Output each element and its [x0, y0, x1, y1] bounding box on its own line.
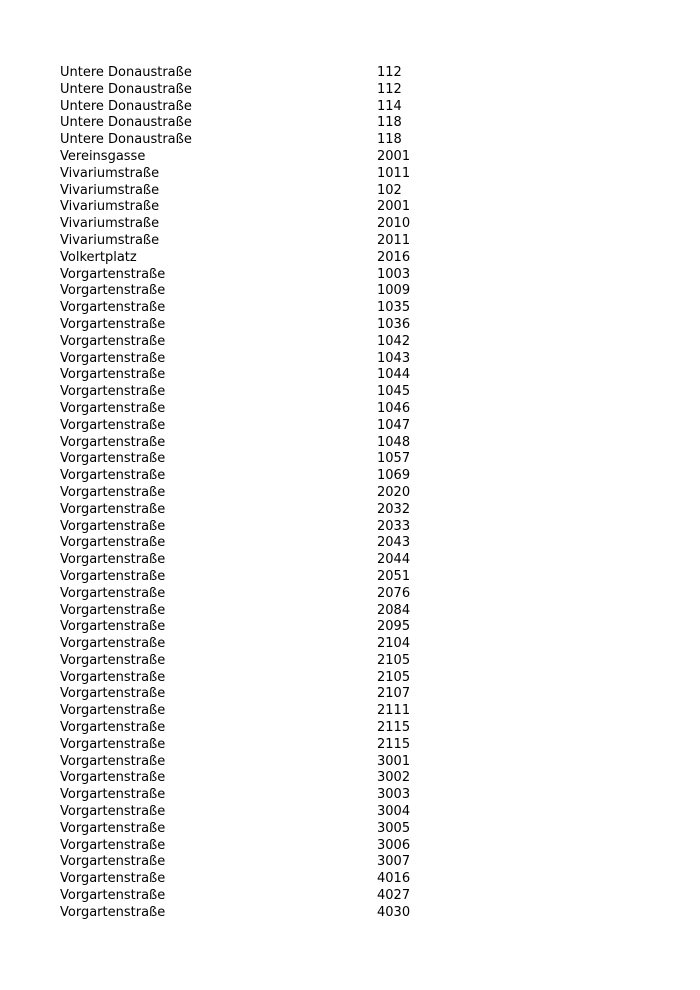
house-number-cell: 112 [377, 65, 402, 80]
table-row [60, 821, 460, 838]
street-name-cell: Vorgartenstraße [60, 703, 166, 719]
street-name-cell: Volkertplatz [60, 249, 137, 265]
street-name-cell: Vivariumstraße [60, 199, 160, 215]
house-number-cell: 1042 [377, 333, 411, 349]
street-name-cell: Vorgartenstraße [60, 350, 166, 366]
table-row [60, 502, 460, 519]
house-number-cell: 1045 [377, 384, 411, 400]
house-number-cell: 2076 [377, 585, 411, 601]
table-row [60, 99, 460, 116]
street-name-cell: Vorgartenstraße [60, 871, 166, 887]
street-name-cell: Vorgartenstraße [60, 535, 166, 551]
house-number-cell: 2033 [377, 518, 411, 534]
house-number-cell: 2011 [377, 232, 411, 248]
house-number-cell: 118 [377, 132, 402, 148]
table-row [60, 586, 460, 603]
street-name-cell: Vorgartenstraße [60, 417, 166, 433]
house-number-cell: 2105 [377, 652, 411, 668]
house-number-cell: 1057 [377, 451, 411, 467]
street-name-cell: Vorgartenstraße [60, 451, 166, 467]
house-number-cell: 114 [377, 98, 402, 114]
table-row [60, 871, 460, 888]
table-row [60, 854, 460, 871]
street-name-cell: Vorgartenstraße [60, 568, 166, 584]
house-number-cell: 4016 [377, 871, 411, 887]
table-row [60, 888, 460, 905]
table-row [60, 451, 460, 468]
house-number-cell: 3002 [377, 770, 411, 786]
street-name-cell: Vorgartenstraße [60, 602, 166, 618]
street-name-cell: Vorgartenstraße [60, 854, 166, 870]
street-name-cell: Untere Donaustraße [60, 81, 192, 97]
street-name-cell: Untere Donaustraße [60, 65, 192, 80]
table-row [60, 132, 460, 149]
table-row [60, 149, 460, 166]
table-row [60, 720, 460, 737]
street-name-cell: Vorgartenstraße [60, 652, 166, 668]
table-row [60, 670, 460, 687]
table-row [60, 619, 460, 636]
street-name-cell: Untere Donaustraße [60, 98, 192, 114]
house-number-cell: 2001 [377, 148, 411, 164]
house-number-cell: 2051 [377, 568, 411, 584]
table-row [60, 199, 460, 216]
table-row [60, 770, 460, 787]
street-name-cell: Vorgartenstraße [60, 619, 166, 635]
house-number-cell: 2016 [377, 249, 411, 265]
house-number-cell: 102 [377, 182, 402, 198]
house-number-cell: 112 [377, 81, 402, 97]
street-name-cell: Vorgartenstraße [60, 804, 166, 820]
street-name-cell: Vorgartenstraße [60, 888, 166, 904]
house-number-cell: 2001 [377, 199, 411, 215]
house-number-cell: 2105 [377, 669, 411, 685]
house-number-cell: 1046 [377, 400, 411, 416]
house-number-cell: 3007 [377, 854, 411, 870]
street-name-cell: Vivariumstraße [60, 232, 160, 248]
table-row [60, 838, 460, 855]
street-name-cell: Vorgartenstraße [60, 720, 166, 736]
table-row [60, 300, 460, 317]
table-row [60, 569, 460, 586]
table-row [60, 737, 460, 754]
table-row [60, 267, 460, 284]
street-name-cell: Vorgartenstraße [60, 333, 166, 349]
house-number-cell: 1048 [377, 434, 411, 450]
street-name-cell: Vereinsgasse [60, 148, 146, 164]
table-row [60, 485, 460, 502]
table-row [60, 787, 460, 804]
house-number-cell: 1003 [377, 266, 411, 282]
table-row [60, 82, 460, 99]
street-name-cell: Vorgartenstraße [60, 753, 166, 769]
street-name-cell: Vorgartenstraße [60, 770, 166, 786]
house-number-cell: 2044 [377, 552, 411, 568]
house-number-cell: 3004 [377, 804, 411, 820]
table-row [60, 754, 460, 771]
table-row [60, 65, 460, 82]
street-name-cell: Vorgartenstraße [60, 367, 166, 383]
street-name-cell: Vorgartenstraße [60, 736, 166, 752]
house-number-cell: 3003 [377, 787, 411, 803]
table-row [60, 703, 460, 720]
street-name-cell: Vorgartenstraße [60, 484, 166, 500]
street-name-cell: Vorgartenstraße [60, 518, 166, 534]
street-name-cell: Vorgartenstraße [60, 585, 166, 601]
house-number-cell: 4030 [377, 904, 411, 920]
house-number-cell: 3001 [377, 753, 411, 769]
house-number-cell: 118 [377, 115, 402, 131]
table-row [60, 183, 460, 200]
street-name-cell: Vorgartenstraße [60, 300, 166, 316]
table-row [60, 686, 460, 703]
house-number-cell: 3005 [377, 820, 411, 836]
street-name-cell: Vorgartenstraße [60, 316, 166, 332]
table-row [60, 283, 460, 300]
house-number-cell: 1044 [377, 367, 411, 383]
table-row [60, 603, 460, 620]
house-number-cell: 1009 [377, 283, 411, 299]
street-name-cell: Untere Donaustraße [60, 132, 192, 148]
table-row [60, 401, 460, 418]
street-name-cell: Vorgartenstraße [60, 400, 166, 416]
street-name-cell: Vorgartenstraße [60, 468, 166, 484]
table-row [60, 418, 460, 435]
street-name-cell: Untere Donaustraße [60, 115, 192, 131]
table-row [60, 653, 460, 670]
house-number-cell: 3006 [377, 837, 411, 853]
house-number-cell: 2115 [377, 720, 411, 736]
house-number-cell: 2010 [377, 216, 411, 232]
table-row [60, 233, 460, 250]
house-number-cell: 2084 [377, 602, 411, 618]
street-name-cell: Vorgartenstraße [60, 787, 166, 803]
table-row [60, 535, 460, 552]
table-row [60, 367, 460, 384]
house-number-cell: 1069 [377, 468, 411, 484]
house-number-cell: 2104 [377, 636, 411, 652]
house-number-cell: 1035 [377, 300, 411, 316]
street-name-cell: Vivariumstraße [60, 182, 160, 198]
street-name-cell: Vorgartenstraße [60, 669, 166, 685]
house-number-cell: 1047 [377, 417, 411, 433]
table-row [60, 250, 460, 267]
table-row [60, 166, 460, 183]
table-row [60, 804, 460, 821]
table-row [60, 317, 460, 334]
street-name-cell: Vorgartenstraße [60, 501, 166, 517]
house-number-cell: 2111 [377, 703, 411, 719]
street-name-cell: Vivariumstraße [60, 165, 160, 181]
house-number-cell: 2107 [377, 686, 411, 702]
street-name-cell: Vivariumstraße [60, 216, 160, 232]
house-number-cell: 4027 [377, 888, 411, 904]
table-row [60, 552, 460, 569]
table-row [60, 905, 460, 922]
street-name-cell: Vorgartenstraße [60, 434, 166, 450]
house-number-cell: 2032 [377, 501, 411, 517]
table-row [60, 636, 460, 653]
table-row [60, 115, 460, 132]
table-row [60, 468, 460, 485]
table-row [60, 216, 460, 233]
table-row [60, 519, 460, 536]
street-name-cell: Vorgartenstraße [60, 686, 166, 702]
house-number-cell: 2020 [377, 484, 411, 500]
street-name-cell: Vorgartenstraße [60, 266, 166, 282]
table-row [60, 334, 460, 351]
house-number-cell: 2095 [377, 619, 411, 635]
house-number-cell: 1011 [377, 165, 411, 181]
house-number-cell: 2043 [377, 535, 411, 551]
address-table [60, 65, 460, 922]
street-name-cell: Vorgartenstraße [60, 904, 166, 920]
house-number-cell: 2115 [377, 736, 411, 752]
street-name-cell: Vorgartenstraße [60, 820, 166, 836]
house-number-cell: 1036 [377, 316, 411, 332]
table-row [60, 351, 460, 368]
street-name-cell: Vorgartenstraße [60, 636, 166, 652]
street-name-cell: Vorgartenstraße [60, 384, 166, 400]
table-row [60, 435, 460, 452]
table-row [60, 384, 460, 401]
street-name-cell: Vorgartenstraße [60, 552, 166, 568]
house-number-cell: 1043 [377, 350, 411, 366]
street-name-cell: Vorgartenstraße [60, 837, 166, 853]
street-name-cell: Vorgartenstraße [60, 283, 166, 299]
